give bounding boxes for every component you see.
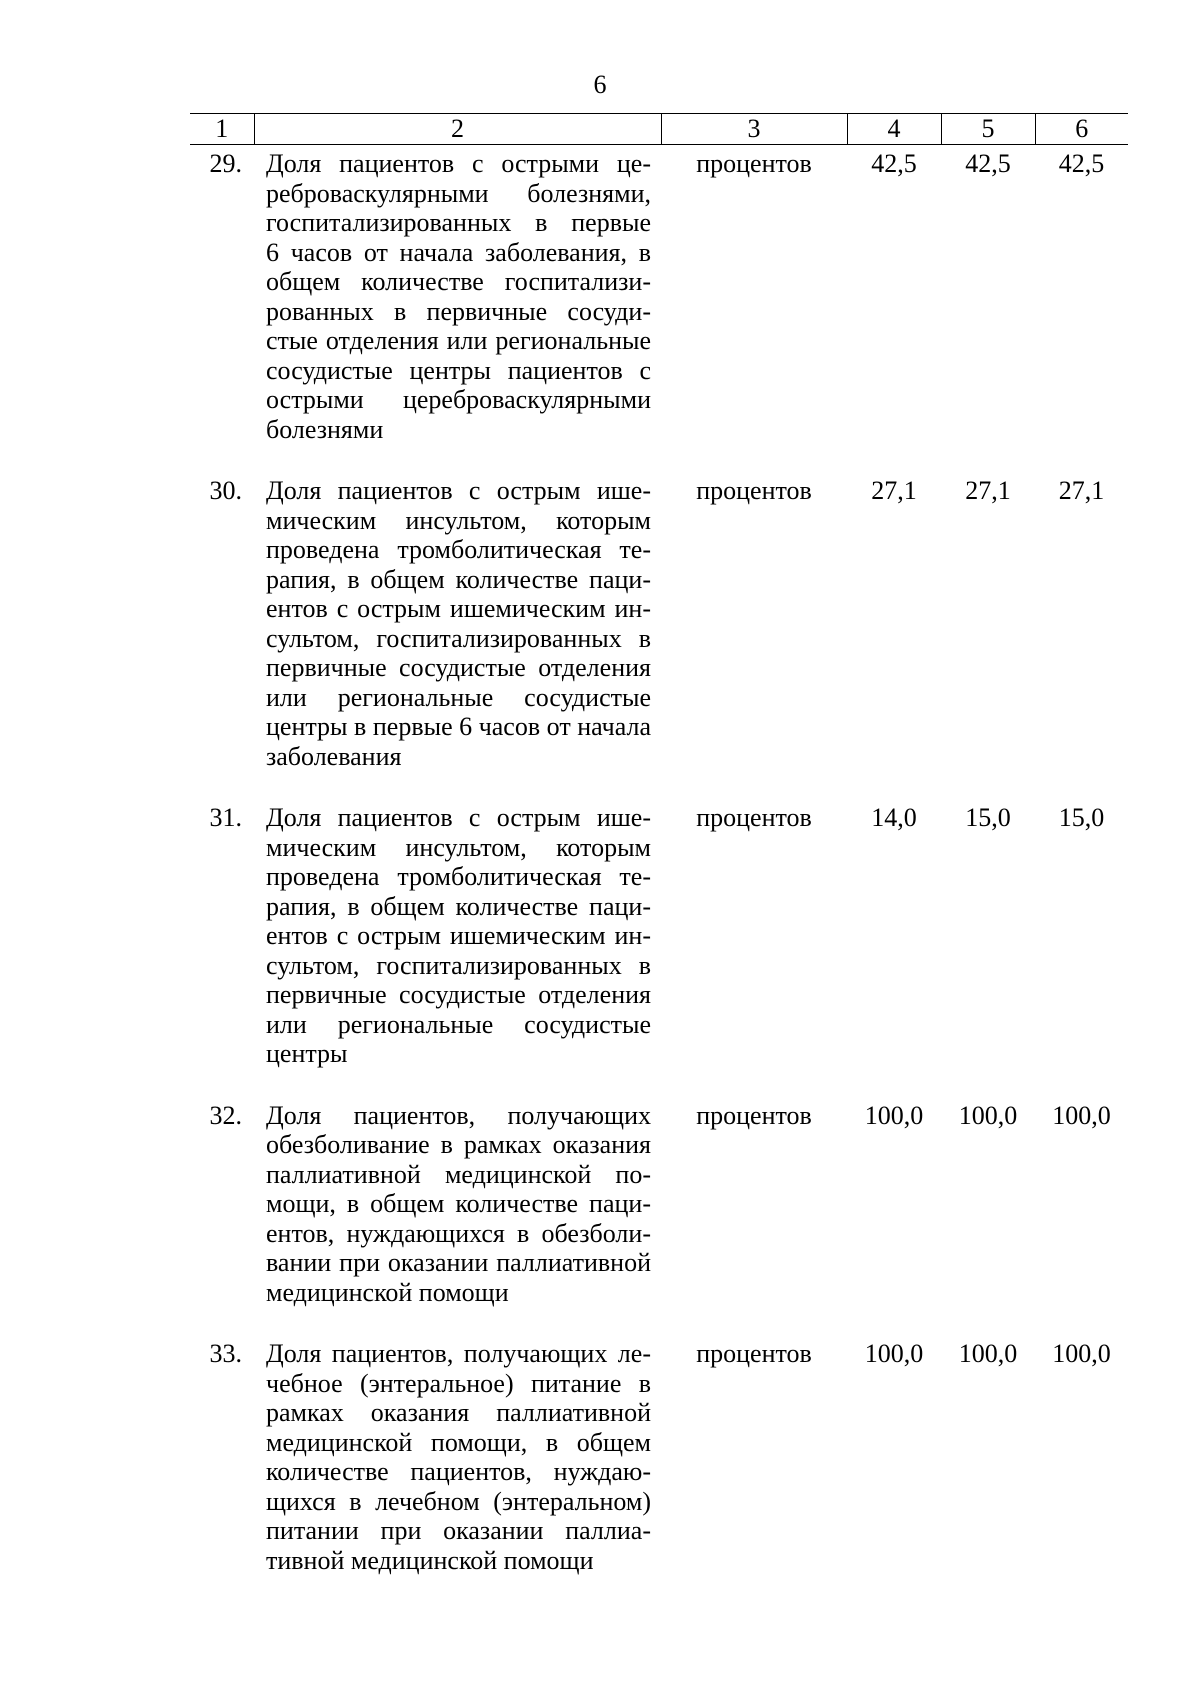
header-col-3: 3 xyxy=(661,114,847,145)
indicator-text: Доля пациентов, получающих лечебное (энтеральное) питание в рамках оказания паллиативной медицинской помощи, в общем количестве пациентов, нуждающихся в лечебном (энтеральном) питании при оказании паллиативной медицинской помощи xyxy=(266,1339,651,1575)
row-number: 33. xyxy=(209,1339,242,1368)
value-col-6: 42,5 xyxy=(1058,149,1105,178)
value-col-6: 15,0 xyxy=(1058,803,1105,832)
header-col-6: 6 xyxy=(1035,114,1128,145)
value-col-5: 100,0 xyxy=(958,1339,1018,1368)
value-col-4: 100,0 xyxy=(864,1100,924,1130)
indicator-text: Доля пациентов с острым ишемическим инсультом, которым проведена тромболитическая терапия, в общем количестве пациентов с острым ишемическим инсультом, госпитализированных в первичные сосудистые отделения или региональные сосудистые центры в первые 6 часов от начала заболевания xyxy=(266,476,651,771)
value-col-6: 27,1 xyxy=(1058,476,1105,505)
row-number: 29. xyxy=(209,149,242,178)
value-col-4: 14,0 xyxy=(871,803,917,832)
header-col-4: 4 xyxy=(847,114,941,145)
value-col-6: 100,0 xyxy=(1052,1339,1111,1368)
value-col-4: 27,1 xyxy=(871,476,917,505)
header-col-5: 5 xyxy=(941,114,1035,145)
row-number: 31. xyxy=(209,803,242,832)
page-number: 6 xyxy=(593,70,607,99)
table-header-row xyxy=(190,114,1128,145)
unit-cell: процентов xyxy=(696,476,812,505)
header-col-2: 2 xyxy=(254,114,661,145)
value-col-5: 27,1 xyxy=(965,476,1011,505)
value-col-5: 15,0 xyxy=(965,803,1011,832)
table-row xyxy=(190,1101,1128,1340)
unit-cell: процентов xyxy=(696,1339,812,1368)
indicators-table xyxy=(190,113,1128,1607)
value-col-4: 42,5 xyxy=(871,149,917,178)
row-number: 32. xyxy=(209,1100,242,1130)
value-col-6: 100,0 xyxy=(1052,1100,1111,1130)
unit-cell: процентов xyxy=(696,149,812,178)
unit-cell: процентов xyxy=(696,803,812,832)
table-row xyxy=(190,1339,1128,1607)
value-col-5: 100,0 xyxy=(958,1100,1018,1130)
table-row xyxy=(190,803,1128,1101)
header-col-1: 1 xyxy=(190,114,254,145)
table-row xyxy=(190,145,1128,477)
value-col-4: 100,0 xyxy=(864,1339,924,1368)
row-number: 30. xyxy=(209,476,242,505)
indicator-text: Доля пациентов с острыми цереброваскулярными болезнями, госпитализированных в первые 6 часов от начала заболевания, в общем количестве госпитализированных в первичные сосудистые отделения или региональные сосудистые центры пациентов с острыми цереброваскулярными болезнями xyxy=(266,149,651,444)
indicator-text: Доля пациентов, получающих обезболивание в рамках оказания паллиативной медицинской помощи, в общем количестве пациентов, нуждающихся в обезболивании при оказании паллиативной медицинской помощи xyxy=(266,1100,651,1307)
value-col-5: 42,5 xyxy=(965,149,1011,178)
unit-cell: процентов xyxy=(696,1100,812,1130)
table-row xyxy=(190,476,1128,803)
indicator-text: Доля пациентов с острым ишемическим инсультом, которым проведена тромболитическая терапия, в общем количестве пациентов с острым ишемическим инсультом, госпитализированных в первичные сосудистые отделения или региональные сосудистые центры xyxy=(266,803,651,1068)
